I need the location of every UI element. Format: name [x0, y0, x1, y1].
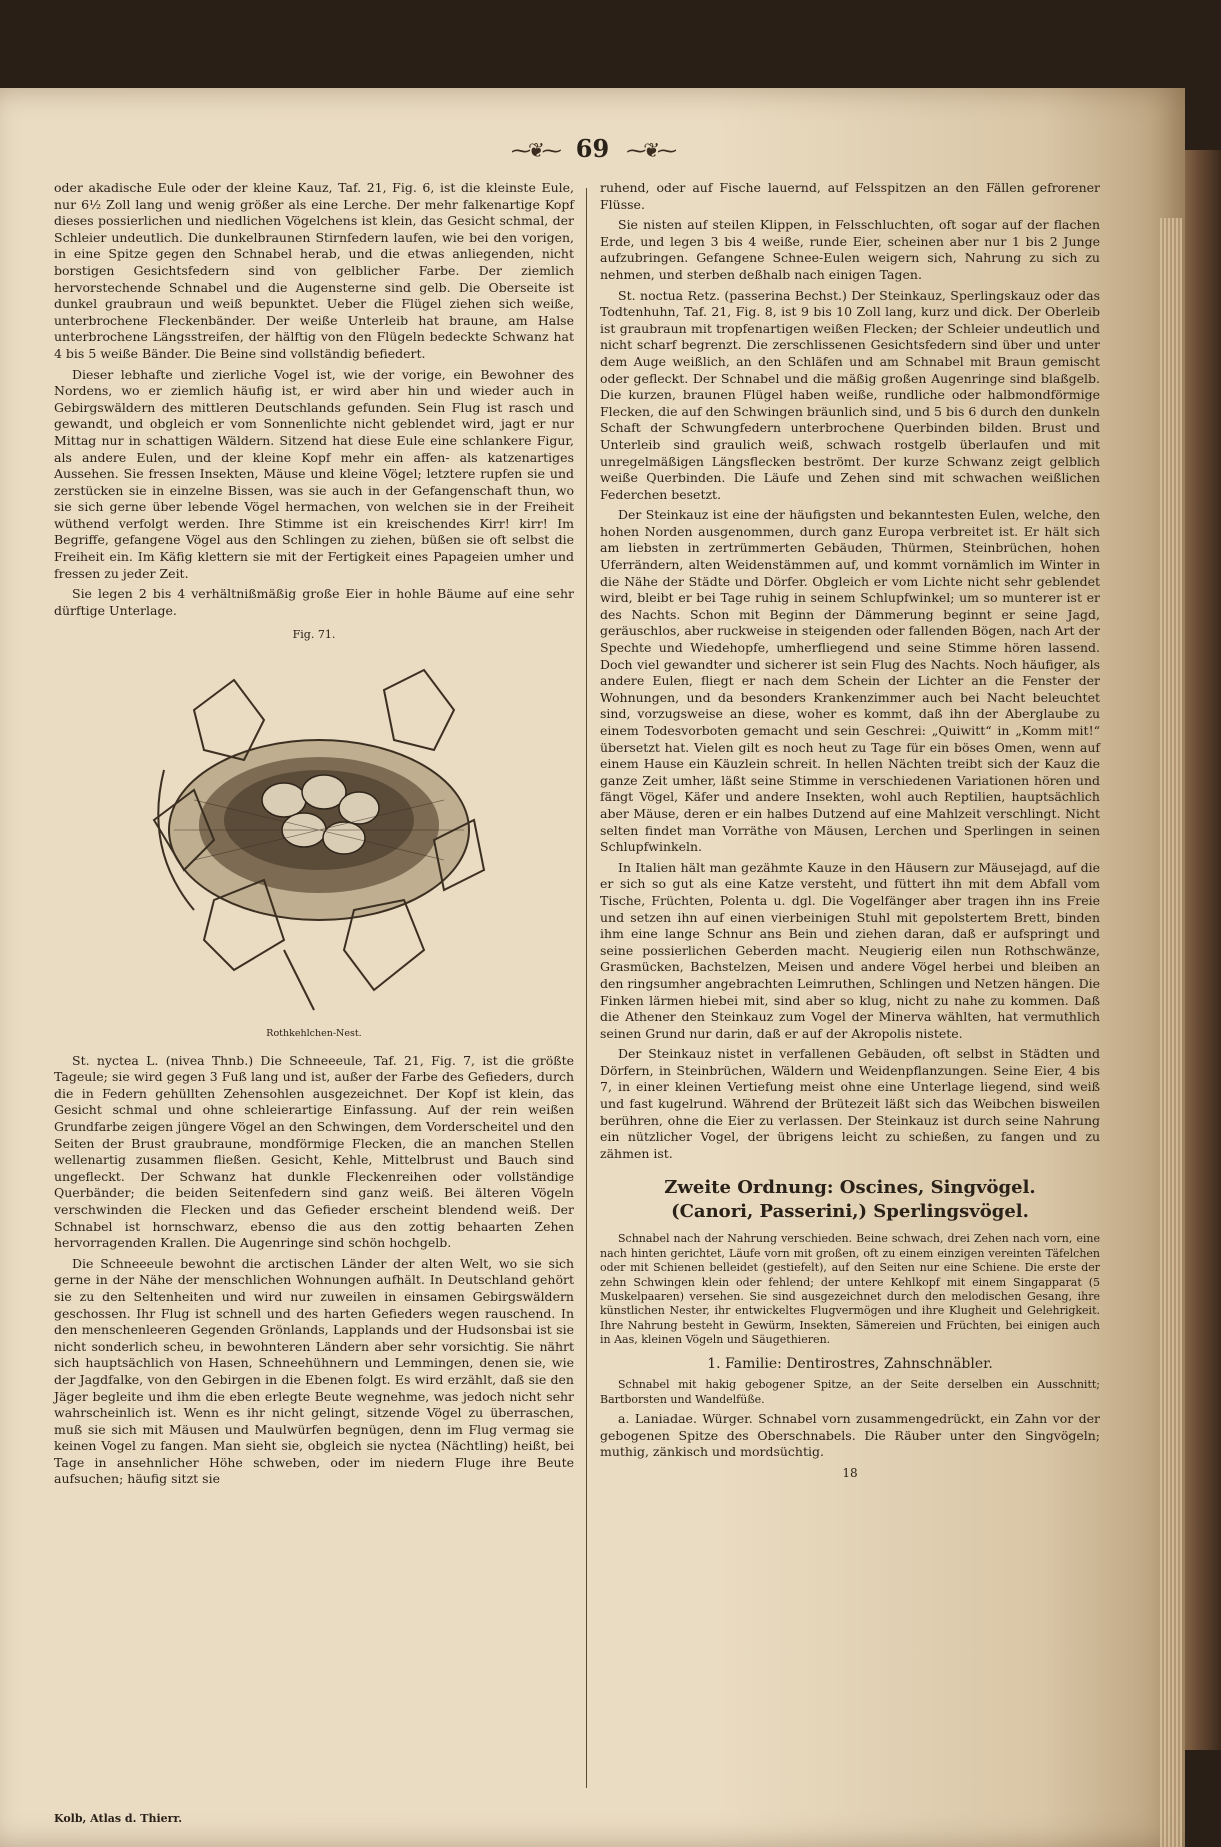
printer-signature: 18 [842, 1465, 858, 1480]
footer-imprint: Kolb, Atlas d. Thierr. [54, 1812, 183, 1825]
figure-label: Fig. 71. [292, 628, 336, 642]
nest-illustration-icon [134, 650, 494, 1020]
right-column [600, 180, 1100, 1481]
nest-illustration [134, 650, 494, 1020]
paragraph: Sie nisten auf steilen Klippen, in Felsschluchten, oft sogar auf der flachen Erde, und legen 3 bis 4 weiße, runde Eier, scheinen aber nur 1 bis 2 Junge aufzubringen. Gefangene Schnee-Eulen weigern sich, Nahrung zu sich zu nehmen, und sterben deßhalb nach einigen Tagen. [600, 217, 1100, 282]
paragraph: Sie legen 2 bis 4 verhältnißmäßig große Eier in hohle Bäume auf eine sehr dürftige Unterlage. [54, 586, 574, 618]
family-title: 1. Familie: Dentirostres, Zahnschnäbler. [707, 1355, 993, 1372]
left-column [54, 180, 574, 1492]
page-stack-edge [1160, 218, 1182, 1847]
section-title [600, 1176, 1100, 1224]
paragraph: Der Steinkauz ist eine der häufigsten und bekanntesten Eulen, welche, den hohen Norden ausgenommen, durch ganz Europa verbreitet ist. Er hält sich am liebsten in zertrümmerten Gebäuden, Thürmen, Steinbrüchen, hohen Uferrändern, alten Weidenstämmen auf, und kommt vornämlich im Winter in die Nähe der Städte und Dörfer. Obgleich er vom Lichte nicht sehr geblendet wird, bleibt er bei Tage ruhig in seinem Schlupfwinkel; um so munterer ist er des Nachts. Schon mit Beginn der Dämmerung beginnt er seine Jagd, geräuschlos, aber ruckweise in steigenden oder fallenden Bögen, nach Art der Spechte und Wiedehopfe, umherfliegend und seine Stimme hören lassend. Doch viel gewandter und sicherer ist sein Flug des Nachts. Noch häufiger, als andere Eulen, fliegt er nach dem Schein der Lichter an die Fenster der Wohnungen, und da besonders Krankenzimmer auch bei Nacht beleuchtet sind, vorzugsweise an diese, woher es kommt, daß ihn der Aberglaube zu einem Todesvorboten gemacht und sein Geschrei: „Quiwitt“ in „Komm mit!“ übersetzt hat. Vielen gilt es noch heut zu Tage für ein böses Omen, wenn auf einem Hause ein Käuzlein schreit. In hellen Nächten treibt sich der Kauz die ganze Zeit umher, läßt seine Stimme in verschiedenen Variationen hören und fängt Vögel, Käfer und andere Insekten, wohl auch Reptilien, hauptsächlich aber Mäuse, deren er ein halbes Dutzend auf eine Mahlzeit verschlingt. Nicht selten findet man Vorräthe von Mäusen, Lerchen und Sperlingen in seinen Schlupfwinkeln. [600, 507, 1100, 855]
figure-caption: Rothkehlchen-Nest. [266, 1028, 362, 1040]
page-number: 69 [575, 134, 610, 163]
paragraph: Der Steinkauz nistet in verfallenen Gebäuden, oft selbst in Städten und Dörfern, in Steinbrüchen, Wäldern und Weidenpflanzungen. Seine Eier, 4 bis 7, in einer kleinen Vertiefung meist ohne eine Unterlage liegend, sind weiß und fast kugelrund. Während der Brütezeit läßt sich das Weibchen bisweilen berühren, ohne die Eier zu verlassen. Der Steinkauz ist durch seine Nahrung ein nützlicher Vogel, der übrigens leicht zu schießen, zu fangen und zu zähmen ist. [600, 1046, 1100, 1161]
section-title-line: (Canori, Passerini,) Sperlingsvögel. [671, 1201, 1029, 1223]
paragraph: ruhend, oder auf Fische lauernd, auf Felsspitzen an den Fällen gefrorener Flüsse. [600, 180, 1100, 212]
paragraph: Dieser lebhafte und zierliche Vogel ist, wie der vorige, ein Bewohner des Nordens, wo er ziemlich häufig ist, er wird aber hin und wieder auch in Gebirgswäldern des mittleren Deutschlands gefunden. Sein Flug ist rasch und gewandt, und obgleich er vom Sonnenlichte nicht geblendet wird, jagt er nur Mittag nur in schattigen Wäldern. Sitzend hat diese Eule eine schlankere Figur, als andere Eulen, und der kleine Kopf mehr ein affen- als katzenartiges Aussehen. Sie fressen Insekten, Mäuse und kleine Vögel; letztere rupfen sie und zerstücken sie in einzelne Bissen, was sie auch in der Gefangenschaft thun, wo sie sich gerne über lebende Vögel hermachen, von welchen sie in der Freiheit wüthend verfolgt werden. Ihre Stimme ist ein kreischendes Kirr! kirr! Im Begriffe, gefangene Vögel aus den Schlingen zu ziehen, büßen sie oft selbst die Freiheit ein. Im Käfig klettern sie mit der Fertigkeit eines Papageien umher und fressen zu jeder Zeit. [54, 366, 574, 581]
paragraph: a. Laniadae. Würger. Schnabel vorn zusammengedrückt, ein Zahn vor der gebogenen Spitze des Oberschnabels. Die Räuber unter den Singvögeln; muthig, zänkisch und mordsüchtig. [600, 1411, 1100, 1460]
ornament-right-icon: ⁓❦⁓ [626, 138, 675, 162]
family-description: Schnabel mit hakig gebogener Spitze, an der Seite derselben ein Ausschnitt; Bartborsten und Wandelfüße. [600, 1378, 1100, 1406]
paragraph: St. noctua Retz. (passerina Bechst.) Der Steinkauz, Sperlingskauz oder das Todtenhuhn, Taf. 21, Fig. 8, ist 9 bis 10 Zoll lang, kurz und dick. Der Oberleib ist graubraun mit tropfenartigen weißen Flecken; der Schleier undeutlich und nicht scharf begrenzt. Die zerschlissenen Gesichtsfedern sind über und unter dem Auge weißlich, an den Schläfen und am Schnabel mit Braun gemischt oder gefleckt. Der Schnabel und die mäßig großen Augenringe sind blaßgelb. Die kurzen, braunen Flügel haben weiße, rundliche oder halbmondförmige Flecken, die auf den Schwingen bräunlich sind, und 5 bis 6 durch den dunkeln Schaft der Schwungfedern unterbrochene Querbinden bilden. Brust und Unterleib sind graulich weiß, schwach rostgelb überlaufen und mit unregelmäßigen Längsflecken beströmt. Der kurze Schwanz zeigt gelblich weiße Querbinden. Die Läufe und Zehen sind mit schwachen weißlichen Federchen besetzt. [600, 287, 1100, 502]
paragraph: In Italien hält man gezähmte Kauze in den Häusern zur Mäusejagd, auf die er sich so gut als eine Katze versteht, und füttert ihn mit dem Abfall vom Tische, Früchten, Polenta u. dgl. Die Vogelfänger aber tragen ihn ins Freie und setzen ihn auf einen vierbeinigen Stuhl mit gepolstertem Brett, binden ihm eine lange Schnur ans Bein und ziehen daran, daß er aufspringt und seine possierlichen Geberden macht. Neugierig eilen nun Rothschwänze, Grasmücken, Bachstelzen, Meisen und andere Vögel herbei und bleiben an den ringsumher angebrachten Leimruthen, Schlingen und Netzen hängen. Die Finken lärmen hiebei mit, sind aber so klug, nicht zu nahe zu kommen. Daß die Athener den Steinkauz zum Vogel der Minerva wählten, hat vermuthlich seinen Grund nur darin, daß er auf der Akropolis nistete. [600, 859, 1100, 1041]
column-divider [586, 188, 587, 1788]
paragraph: oder akadische Eule oder der kleine Kauz, Taf. 21, Fig. 6, ist die kleinste Eule, nur 6½ Zoll lang und wenig größer als eine Lerche. Der mehr falkenartige Kopf dieses possierlichen und niedlichen Vögelchens ist klein, das Gesicht schmal, der Schleier undeutlich. Die dunkelbraunen Stirnfedern laufen, wie bei den vorigen, in eine Spitze gegen den Schnabel herab, und die etwas anliegenden, nicht borstigen Gesichtsfedern sind von gelblicher Farbe. Der ziemlich hervorstechende Schnabel und die Augensterne sind gelb. Die Oberseite ist dunkel graubraun und weiß bepunktet. Ueber die Flügel ziehen sich weiße, unterbrochene Fleckenbänder. Der weiße Unterleib hat braune, am Halse unterbrochene Längsstreifen, der hälftig von den Flügeln bedeckte Schwanz hat 4 bis 5 weiße Bänder. Die Beine sind vollständig befiedert. [54, 180, 574, 361]
ornament-left-icon: ⁓❦⁓ [510, 138, 559, 162]
paragraph: Die Schneeeule bewohnt die arctischen Länder der alten Welt, wo sie sich gerne in der Nähe der menschlichen Wohnungen aufhält. In Deutschland gehört sie zu den Seltenheiten und wird nur zuweilen in einsamen Gebirgswäldern geschossen. Ihr Flug ist schnell und des harten Gefieders wegen rauschend. In den menschenleeren Gegenden Grönlands, Lapplands und der Hudsonsbai ist sie nicht sonderlich scheu, in bewohnteren Ländern aber sehr vorsichtig. Sie nährt sich hauptsächlich von Hasen, Schneehühnern und Lemmingen, denen sie, wie der Jagdfalke, von den Gebirgen in die Ebenen folgt. Es wird erzählt, daß sie den Jäger begleite und ihm die eben erlegte Beute wegnehme, was jedoch nicht sehr wahrscheinlich ist. Wenn es ihr nicht gelingt, sitzende Vögel zu überraschen, muß sie sich mit Mäusen und Maulwürfen begnügen, denn im Flug vermag sie keinen Vogel zu fangen. Man sieht sie, obgleich sie nyctea (Nächtling) heißt, bei Tage in ansehnlicher Höhe schweben, oder im niedern Fluge ihre Beute aufsuchen; häufig sitzt sie [54, 1255, 574, 1487]
book-page [0, 88, 1185, 1847]
section-description: Schnabel nach der Nahrung verschieden. Beine schwach, drei Zehen nach vorn, eine nach hinten gerichtet, Läufe vorn mit großen, oft zu einem einzigen vereinten Täfelchen oder mit Schienen belleidet (gestiefelt), auf den Seiten nur eine Schiene. Die erste der zehn Schwingen klein oder fehlend; der untere Kehlkopf mit einem Singapparat (5 Muskelpaaren) versehen. Sie sind ausgezeichnet durch den melodischen Gesang, ihre künstlichen Nester, ihr entwickeltes Flugvermögen und ihre Klugheit und Gelehrigkeit. Ihre Nahrung besteht in Gewürm, Insekten, Sämereien und Früchten, bei einigen auch in Aas, kleinen Vögeln und Säugethieren. [600, 1232, 1100, 1347]
section-title-line: Zweite Ordnung: Oscines, Singvögel. [664, 1177, 1036, 1199]
page-header [0, 134, 1185, 163]
paragraph: St. nyctea L. (nivea Thnb.) Die Schneeeule, Taf. 21, Fig. 7, ist die größte Tageule; sie wird gegen 3 Fuß lang und ist, außer der Farbe des Gefieders, durch die in Federn gehüllten Zehensohlen ausgezeichnet. Der Kopf ist klein, das Gesicht schmal und ohne schleierartige Einfassung. Auf der rein weißen Grundfarbe zeigen jüngere Vögel an den Schwingen, dem Vorderscheitel und den Seiten der Brust graubraune, mondförmige Flecken, die an manchen Stellen wellenartig zusammen fließen. Gesicht, Kehle, Mittelbrust und Bauch sind ungefleckt. Der Schwanz hat dunkle Fleckenreihen oder vollständige Querbänder; die beiden Seitenfedern sind ganz weiß. Bei älteren Vögeln verschwinden die Flecken und das Gefieder erscheint blendend weiß. Der Schnabel ist hornschwarz, ebenso die aus den zottig behaarten Zehen hervorragenden Krallen. Die Augenringe sind schön hochgelb. [54, 1052, 574, 1251]
book-spine-edge [1180, 150, 1221, 1750]
